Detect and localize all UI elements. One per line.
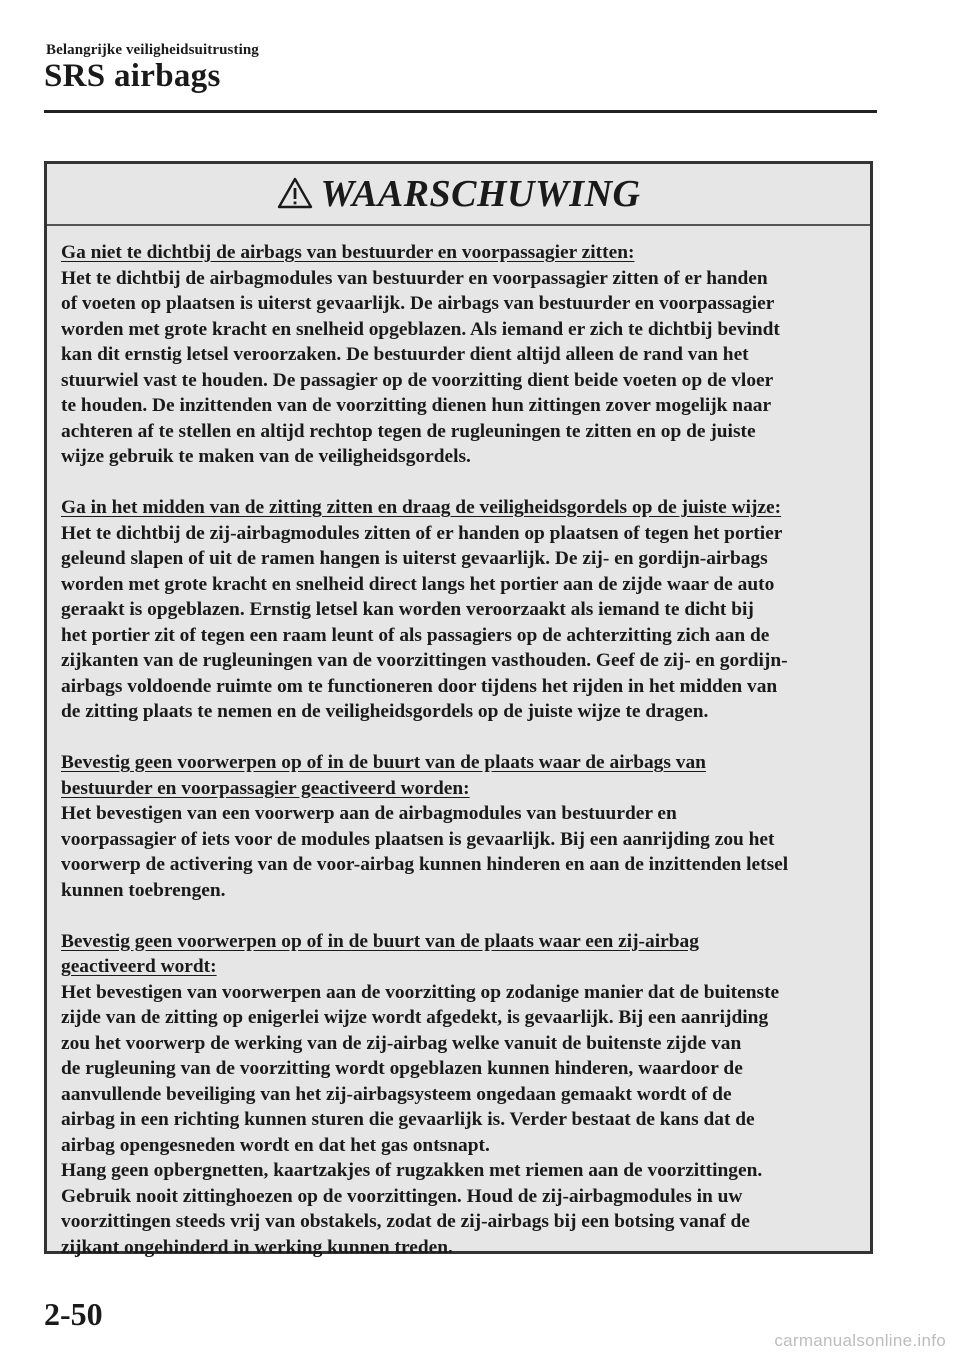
warning-box — [44, 161, 873, 1258]
paragraph-line: airbag opengesneden wordt en dat het gas ontsnapt. — [61, 1134, 490, 1156]
site-watermark: carmanualsonline.info — [774, 1331, 946, 1350]
paragraph-line: Het bevestigen van een voorwerp aan de airbagmodules van bestuurder en — [61, 803, 677, 824]
paragraph-line: voorzittingen steeds vrij van obstakels, zodat de zij-airbags bij een botsing vanaf de — [61, 1211, 750, 1232]
paragraph-line: te houden. De inzittenden van de voorzitting dienen hun zittingen zover mogelijk naar — [61, 395, 772, 416]
paragraph-line: airbags voldoende ruimte om te functioneren door tijdens het rijden in het midden van — [61, 675, 778, 697]
warning-paragraph — [61, 929, 860, 1261]
paragraph-line: Het te dichtbij de airbagmodules van bestuurder en voorpassagier zitten of er handen — [61, 267, 768, 289]
paragraph-line: worden met grote kracht en snelheid opgeblazen. Als iemand er zich te dichtbij bevindt — [61, 318, 780, 340]
paragraph-line: kan dit ernstig letsel veroorzaken. De bestuurder dient altijd alleen de rand van het — [61, 344, 749, 365]
warning-body — [61, 240, 860, 1286]
paragraph-line: zijkanten van de rugleuningen van de voorzittingen vasthouden. Geef de zij- en gordijn- — [61, 650, 788, 671]
paragraph-line: worden met grote kracht en snelheid direct langs het portier aan de zijde waar de auto — [61, 573, 775, 595]
paragraph-line: of voeten op plaatsen is uiterst gevaarlijk. De airbags van bestuurder en voorpassagier — [61, 293, 775, 314]
paragraph-heading: geactiveerd wordt: — [61, 956, 217, 977]
paragraph-line: voorwerp de activering van de voor-airbag kunnen hinderen en aan de inzittenden letsel — [61, 854, 789, 875]
warning-paragraph — [61, 750, 860, 903]
warning-header — [47, 164, 870, 226]
warning-paragraph — [61, 495, 860, 725]
paragraph-line: de zitting plaats te nemen en de veiligheidsgordels op de juiste wijze te dragen. — [61, 701, 709, 722]
paragraph-line: Het bevestigen van voorwerpen aan de voorzitting op zodanige manier dat de buitenste — [61, 981, 780, 1003]
paragraph-heading: Ga in het midden van de zitting zitten en draag de veiligheidsgordels op de juiste wijze: — [61, 497, 782, 518]
paragraph-line: wijze gebruik te maken van de veiligheidsgordels. — [61, 446, 471, 467]
paragraph-line: airbag in een richting kunnen sturen die gevaarlijk is. Verder bestaat de kans dat de — [61, 1109, 755, 1130]
section-label: Belangrijke veiligheidsuitrusting — [46, 42, 259, 58]
warning-paragraph — [61, 240, 860, 470]
paragraph-line: zijde van de zitting op enigerlei wijze wordt afgedekt, is gevaarlijk. Bij een aanrijding — [61, 1007, 769, 1028]
paragraph-line: zou het voorwerp de werking van de zij-airbag welke vanuit de buitenste zijde van — [61, 1032, 742, 1054]
paragraph-line: geraakt is opgeblazen. Ernstig letsel kan worden veroorzaakt als iemand te dicht bij — [61, 599, 754, 620]
paragraph-line: voorpassagier of iets voor de modules plaatsen is gevaarlijk. Bij een aanrijding zou het — [61, 828, 775, 850]
paragraph-line: achteren af te stellen en altijd rechtop tegen de rugleuningen te zitten en op de juiste — [61, 420, 756, 442]
paragraph-line: zijkant ongehinderd in werking kunnen treden. — [61, 1236, 453, 1258]
paragraph-line: kunnen toebrengen. — [61, 879, 226, 901]
header-divider — [44, 110, 877, 113]
paragraph-line: Hang geen opbergnetten, kaartzakjes of rugzakken met riemen aan de voorzittingen. — [61, 1160, 763, 1181]
paragraph-line: aanvullende beveiliging van het zij-airbagsysteem ongedaan gemaakt wordt of de — [61, 1083, 732, 1105]
paragraph-heading: Ga niet te dichtbij de airbags van bestuurder en voorpassagier zitten: — [61, 242, 635, 263]
warning-title: WAARSCHUWING — [320, 173, 641, 215]
page-number: 2-50 — [44, 1296, 103, 1332]
paragraph-line: het portier zit of tegen een raam leunt of als passagiers op de achterzitting zich aan de — [61, 624, 770, 646]
page-title: SRS airbags — [44, 58, 221, 94]
paragraph-heading: Bevestig geen voorwerpen op of in de buurt van de plaats waar een zij-airbag — [61, 930, 699, 952]
paragraph-line: Het te dichtbij de zij-airbagmodules zitten of er handen op plaatsen of tegen het portier — [61, 522, 783, 544]
warning-triangle-icon — [277, 177, 313, 209]
paragraph-line: Gebruik nooit zittinghoezen op de voorzittingen. Houd de zij-airbagmodules in uw — [61, 1185, 743, 1207]
paragraph-line: geleund slapen of uit de ramen hangen is uiterst gevaarlijk. De zij- en gordijn-airbags — [61, 548, 768, 569]
paragraph-line: stuurwiel vast te houden. De passagier op de voorzitting dient beide voeten op de vloer — [61, 369, 774, 391]
paragraph-heading: Bevestig geen voorwerpen op of in de buurt van de plaats waar de airbags van — [61, 752, 706, 773]
paragraph-line: de rugleuning van de voorzitting wordt opgeblazen kunnen hinderen, waardoor de — [61, 1058, 743, 1079]
paragraph-heading: bestuurder en voorpassagier geactiveerd worden: — [61, 777, 470, 799]
